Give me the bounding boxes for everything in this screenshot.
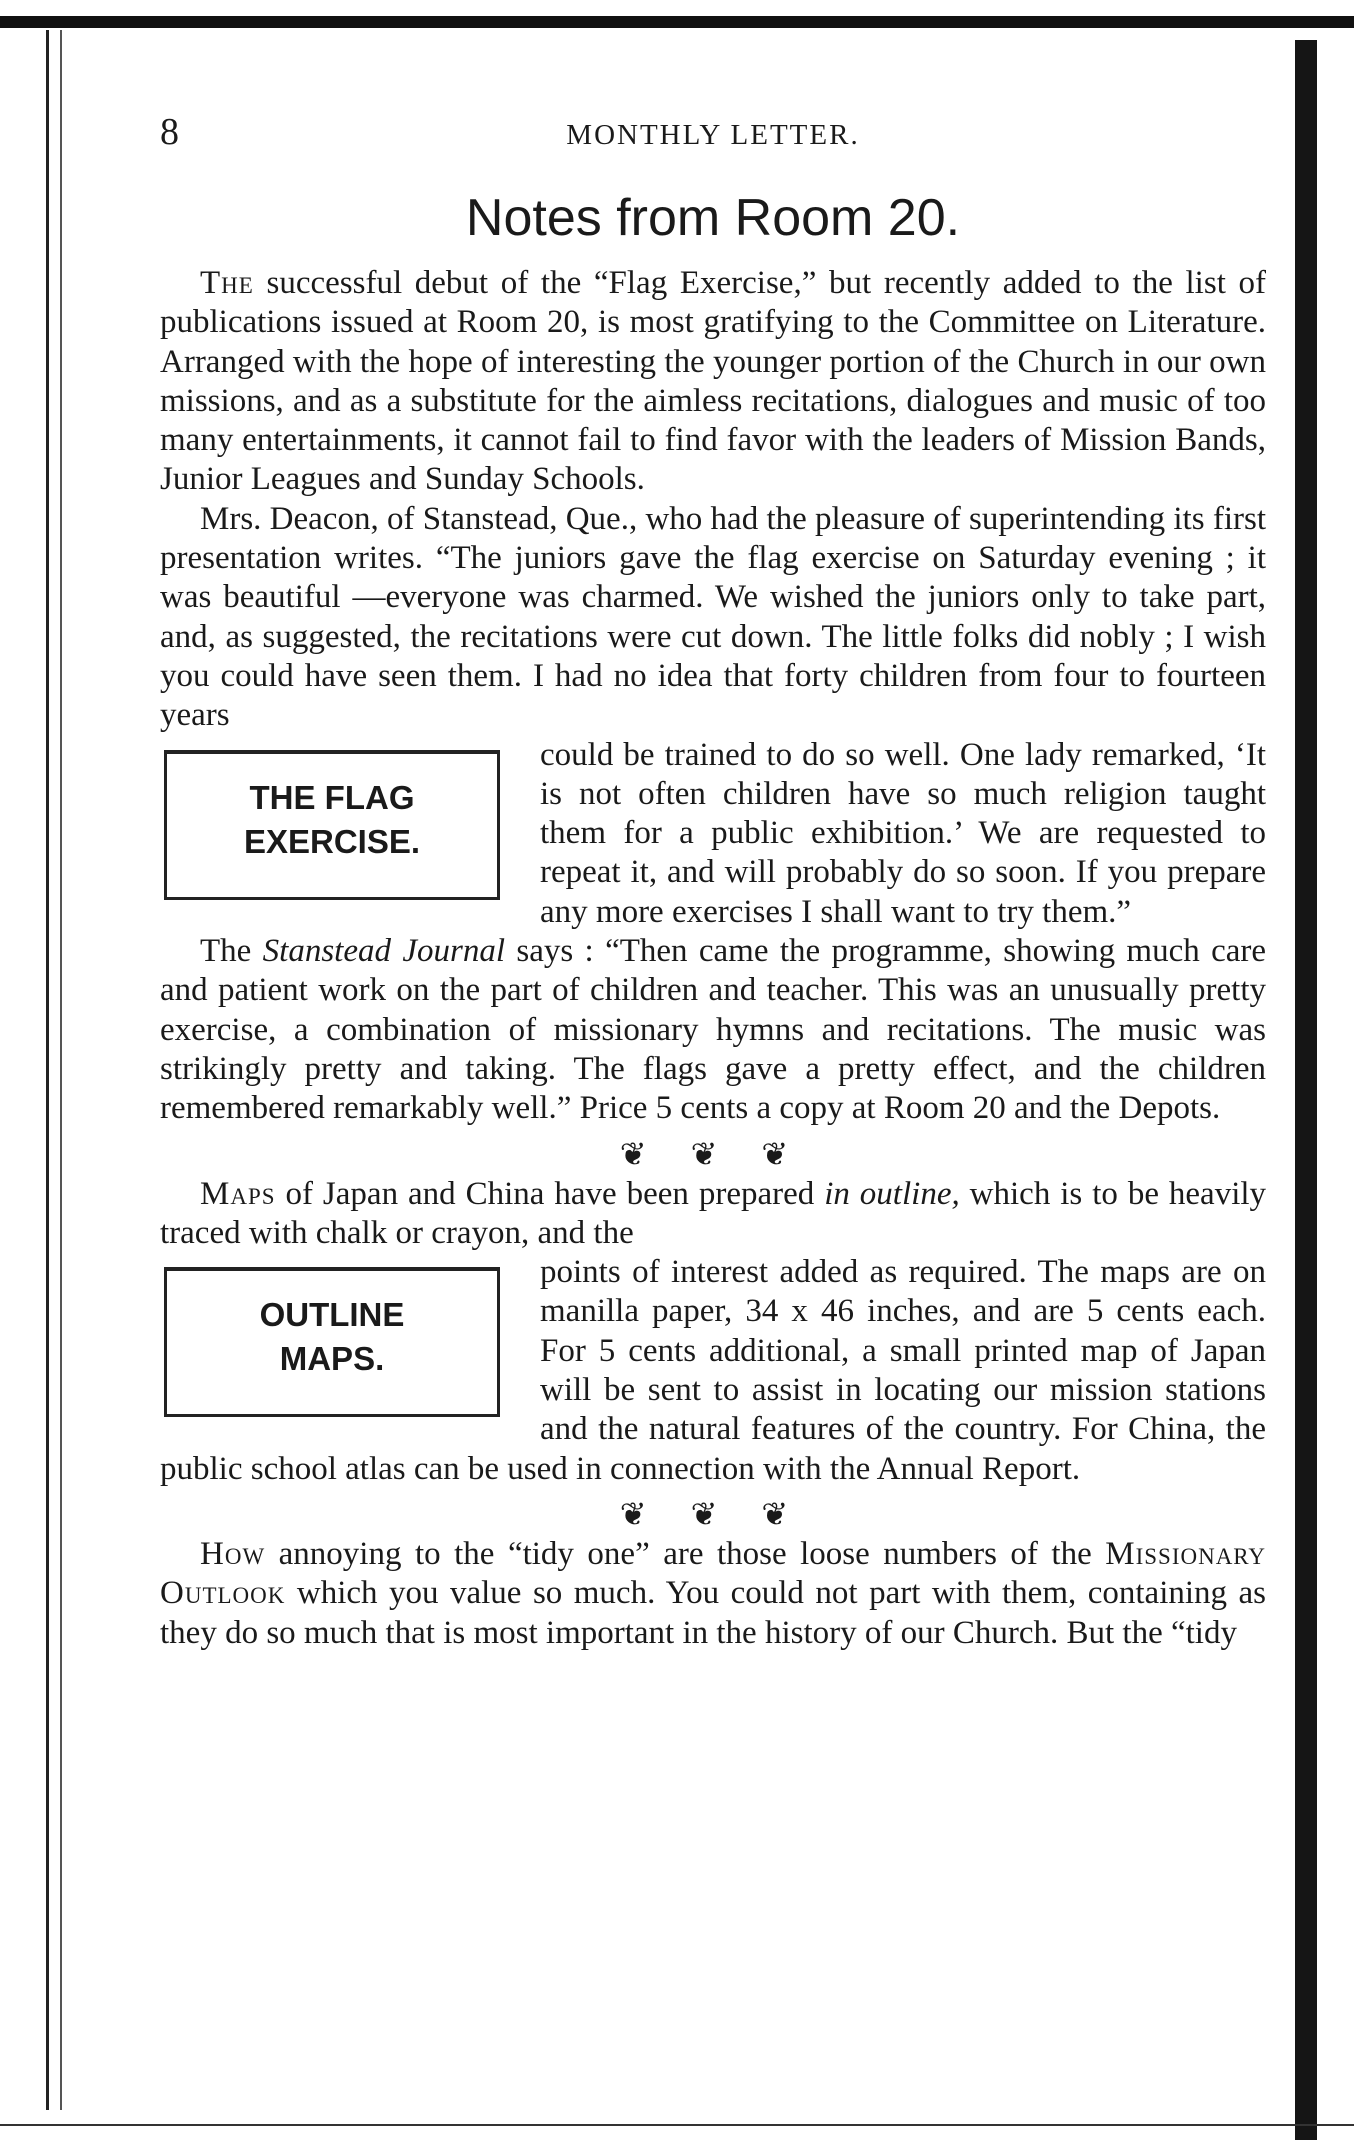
drop-lead: Maps bbox=[200, 1175, 276, 1212]
paragraph-text: points of interest added as required. The maps are on manilla paper, 34 x 46 inches, and are 5 cents each. For 5 cents additional, a small printed map of Japan will be sent to assist in locating our mission stations and the natural features of the country. For China, the public school atlas can be used in connection with the Annual Report. bbox=[160, 1254, 1266, 1487]
magazine-title: Missionary Outlook bbox=[160, 1535, 1266, 1612]
emphasis: in outline, bbox=[824, 1175, 960, 1212]
box-label: EXERCISE. bbox=[243, 822, 421, 860]
box-label: MAPS. bbox=[279, 1340, 385, 1378]
page-number: 8 bbox=[160, 111, 179, 153]
page-top-border bbox=[0, 16, 1354, 28]
paragraph-text: of Japan and China have been prepared bbox=[285, 1175, 815, 1212]
paragraph-text: says : “Then came the programme, showing much care and patient work on the part of children and teacher. This was an unusually pretty exercise, a combination of missionary hymns and recitations. The music was strikingly pretty and taking. The flags gave a pretty effect, and the children remembered remarkably well.” Price 5 cents a copy at Room 20 and the Depots. bbox=[160, 933, 1267, 1127]
paragraph-journal bbox=[160, 932, 1266, 1128]
paragraph-text: successful debut of the “Flag Exercise,” but recently added to the list of publications issued at Room 20, is most gratifying to the Committee on Literature. Arranged with the hope of interesting the younger portion of the Church in our own missions, and as a substitute for the aimless recitations, dialogues and music of too many entertainments, it cannot fail to find favor with the leaders of Mission Bands, Junior Leagues and Sunday Schools. bbox=[160, 265, 1267, 498]
paragraph-deacon bbox=[160, 500, 1266, 736]
binding-edge-inner bbox=[60, 30, 62, 2110]
paragraph-text: which you value so much. You could not part with them, containing as they do so much that is most important in the history of our Church. But the “tidy bbox=[160, 1575, 1267, 1651]
paragraph-tidy bbox=[160, 1535, 1266, 1653]
box-label: OUTLINE bbox=[259, 1296, 405, 1334]
paragraph-text: The bbox=[200, 933, 252, 970]
paragraph-text: could be trained to do so well. One lady remarked, ‘It is not often children have so much religion taught them for a public exhibition.’ We are requested to repeat it, and will probably do so soon. If you prepare any more exercises I shall want to try them.” bbox=[540, 736, 1266, 930]
drop-lead: The bbox=[200, 265, 254, 301]
paragraph-flag-intro bbox=[160, 264, 1266, 500]
paragraph-text: Mrs. Deacon, of Stanstead, Que., who had the pleasure of superintending its first presentation writes. “The juniors gave the flag exercise on Saturday evening ; it was beautiful —everyone was charmed. We wished the juniors only to take part, and, as suggested, the recitations were cut down. The little folks did nobly ; I wish you could have seen them. I had no idea that forty children from four to fourteen years bbox=[160, 500, 1266, 734]
sidebar-box-flag-exercise bbox=[164, 750, 500, 900]
binding-edge bbox=[46, 30, 49, 2110]
drop-lead: How bbox=[200, 1535, 266, 1572]
page-bottom-border bbox=[0, 2124, 1354, 2126]
box-label: THE FLAG bbox=[249, 778, 415, 816]
section-ornament: ❦ ❦ ❦ bbox=[619, 1135, 807, 1172]
journal-title: Stanstead Journal bbox=[262, 933, 506, 970]
section-ornament: ❦ ❦ ❦ bbox=[619, 1495, 807, 1532]
page-header bbox=[160, 110, 1266, 166]
paragraph-text: annoying to the “tidy one” are those loose numbers of the bbox=[278, 1535, 1092, 1572]
page-body bbox=[160, 110, 1266, 1653]
sidebar-box-outline-maps bbox=[164, 1267, 500, 1417]
paragraph-text: which is to be heavily traced with chalk or crayon, and the bbox=[160, 1175, 1267, 1251]
running-title: MONTHLY LETTER. bbox=[566, 119, 860, 151]
paragraph-maps bbox=[160, 1175, 1266, 1254]
article-title: Notes from Room 20. bbox=[465, 189, 961, 247]
page-right-shadow bbox=[1295, 40, 1317, 2140]
